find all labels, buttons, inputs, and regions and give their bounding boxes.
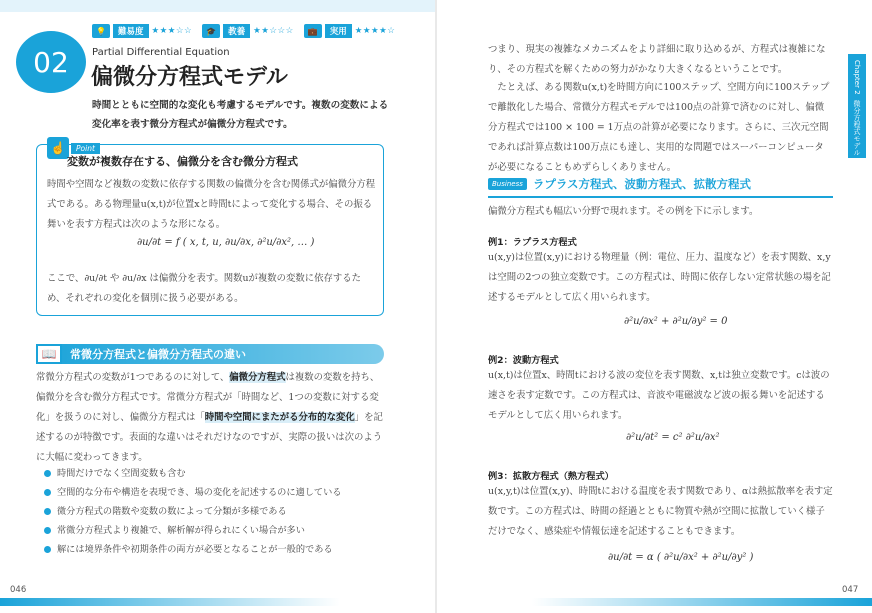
highlight-text: 偏微分方程式 [229,372,286,383]
bullet-dot-icon [44,470,51,477]
business-intro: 偏微分方程式も幅広い分野で現れます。その例を下に示します。 [488,206,759,217]
rating-stars: ★★★☆☆ [151,26,193,36]
business-title: ラプラス方程式、波動方程式、拡散方程式 [532,177,752,191]
chapter-side-tab [848,54,866,158]
point-tag: Point [71,143,100,154]
rating-label: 教養 [223,24,250,38]
list-item [44,521,384,540]
body-text: は複数の変数を持ち、偏微分を含む微分方程式です。常微分方程式が「時間など、1つの変数に対する変化」を扱うのに対し、偏微分方程式は「 [36,372,380,423]
list-item [44,483,384,502]
section-body [36,368,386,468]
bulb-icon: 💡 [92,24,110,38]
briefcase-icon: 💼 [304,24,322,38]
rating-difficulty [92,24,192,38]
hand-pointer-icon: ☝ [47,137,69,159]
list-item-text: 空間的な分布や構造を表現でき、場の変化を記述するのに適している [57,487,342,498]
ratings-row [92,24,395,38]
rating-label: 実用 [325,24,352,38]
formula-pde: ∂u/∂t = f ( x, t, u, ∂u/∂x, ∂²u/∂x², … ) [137,237,315,248]
rating-label: 難易度 [113,24,149,38]
example-2-text: u(x,t)は位置x、時間tにおける波の変位を表す関数、x,tは独立変数です。cは波の速さを表す定数です。この方程式は、音波や電磁波など波の振る舞いを記述するモデルとして広く用いられます。 [488,370,830,421]
right-page [436,0,872,613]
chapter-label: Chapter 2 [853,59,861,95]
business-divider [488,196,833,198]
example-1-equation: ∂²u/∂x² + ∂²u/∂y² = 0 [624,316,728,327]
lead-text: 時間とともに空間的な変化も考慮するモデルです。複数の変数による変化率を表す微分方程式が偏微分方程式です。 [92,100,389,130]
point-text-2: ここで、∂u/∂t や ∂u/∂x は偏微分を表す。関数uが複数の変数に依存するため、それぞれの変化を個別に扱う必要がある。 [47,273,362,304]
bottom-bar [0,598,340,606]
example-2-title: 例2：波動方程式 [488,355,559,366]
paragraph-2: たとえば、ある関数u(x,t)を時間方向に100ステップ、空間方向に100ステップで離散化した場合、常微分方程式モデルでは100点の計算で済むのに対し、偏微分方程式では100 × 100 = 1万点の計算が必要になります。さらに、三次元空間であれば計算点数は100万点にも達し、実用的な問題ではスーパーコンピュータが必要になることもめずらしくありません。 [488,82,830,173]
highlight-text: 時間や空間にまたがる分布的な変化 [204,412,355,423]
example-3-equation: ∂u/∂t = α ( ∂²u/∂x² + ∂²u/∂y² ) [608,552,754,563]
list-item-text: 常微分方程式より複雑で、解析解が得られにくい場合が多い [57,525,305,536]
example-1-title: 例1：ラプラス方程式 [488,237,577,248]
list-item-text: 解には境界条件や初期条件の両方が必要となることが一般的である [57,544,333,555]
page-title: 偏微分方程式モデル [91,65,288,90]
bullet-dot-icon [44,508,51,515]
page-number-left: 046 [10,585,27,595]
section-title: 常微分方程式と偏微分方程式の違い [70,348,246,361]
bullet-dot-icon [44,527,51,534]
list-item [44,464,384,483]
list-item [44,502,384,521]
subtitle-english: Partial Differential Equation [92,47,230,58]
point-text: 時間や空間など複数の変数に依存する関数の偏微分を含む関係式が偏微分方程式である。ある物理量u(x,t)が位置xと時間tによって変化する場合、その振る舞いを表す方程式は次のような形になる。 [47,179,376,230]
body-text: 」を記述するのが特徴です。表面的な違いはそれだけなのですが、実際の扱いは次のように大幅に変わってきます。 [36,412,383,463]
paragraph-1: つまり、現実の複雑なメカニズムをより詳細に取り込めるが、方程式は複雑になり、その方程式を解くための努力がかなり大きくなるということです。 [488,44,826,75]
bottom-bar [532,598,872,606]
page-number-right: 047 [842,585,859,595]
rating-practical [304,24,396,38]
example-1-text: u(x,y)は位置(x,y)における物理量（例：電位、圧力、温度など）を表す関数、x,yは空間の2つの独立変数です。この方程式は、時間に依存しない定常状態の場を記述するモデルとして広く用いられます。 [488,252,831,303]
example-2-equation: ∂²u/∂t² = c² ∂²u/∂x² [626,432,720,443]
list-item-text: 微分方程式の階数や変数の数によって分類が多様である [57,506,287,517]
list-item-text: 時間だけでなく空間変数も含む [57,468,186,479]
section-number-badge: 02 [16,31,86,93]
example-3-title: 例3：拡散方程式（熱方程式） [488,471,614,482]
point-title: 変数が複数存在する、偏微分を含む微分方程式 [67,155,298,168]
section-header [36,344,384,364]
grad-cap-icon: 🎓 [202,24,220,38]
business-tag: Business [488,178,527,190]
business-header [488,176,751,192]
body-text: 常微分方程式の変数が1つであるのに対して、 [36,372,230,383]
chapter-title: 微分方程式モデル [853,100,861,157]
bullet-dot-icon [44,546,51,553]
example-3-text: u(x,y,t)は位置(x,y)、時間tにおける温度を表す関数であり、αは熱拡散率を表す定数です。この方程式は、時間の経過とともに物質や熱が空間に拡散していく様子だけでなく、感染症や情報伝達を記述することもできます。 [488,486,833,537]
book-icon: 📖 [36,344,62,364]
top-band [0,0,436,12]
bullet-dot-icon [44,489,51,496]
rating-stars: ★★★★☆ [354,26,396,36]
list-item [44,540,384,559]
rating-stars: ★★☆☆☆ [253,26,294,36]
rating-culture [202,24,294,38]
point-box [36,141,384,316]
bullet-list [44,464,384,559]
